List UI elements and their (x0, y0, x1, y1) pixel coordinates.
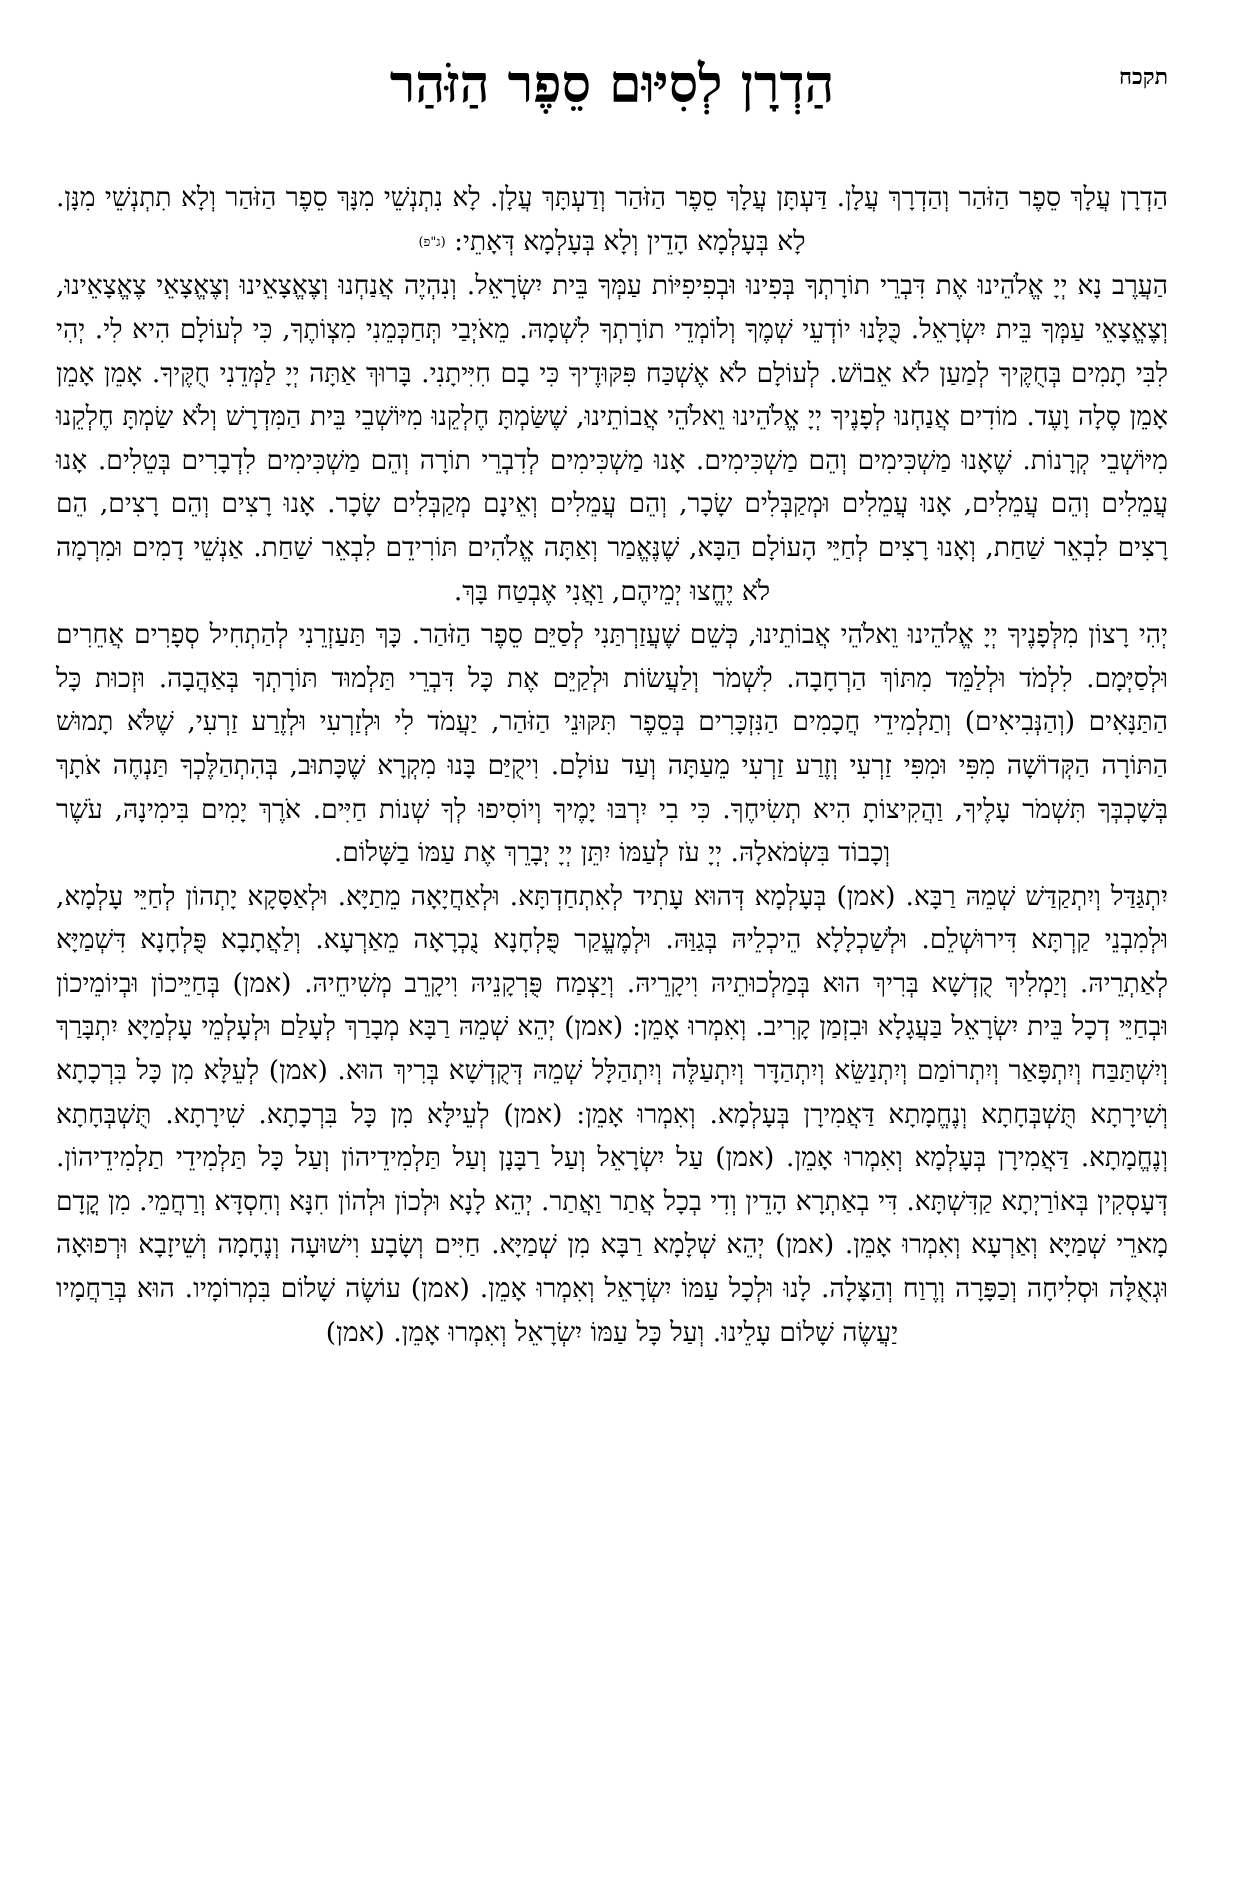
paragraph-kaddish (56, 875, 1168, 1355)
paragraph-text: יִתְגַּדַּל וְיִתְקַדַּשׁ שְׁמֵהּ רַבָּא. (אמן) בְּעָלְמָא דְּהוּא עָתִיד לְאִתְחַדְתָּא. וּלְאַחֲיָאָה מֵתַיָּא. וּלְאַסָּקָא יָתְהוֹן לְחַיֵּי עָלְמָא, וּלְמִבְנֵי קַרְתָּא דִּירוּשְׁלֵם. וּלְשַׁכְלָלָא הֵיכְלֵיהּ בְּגַוַּהּ. וּלְמֶעֱקַר פֻּלְחָנָא נֻכְרָאָה מֵאַרְעָא. וְלַאֲתָבָא פֻּלְחָנָא דִּשְׁמַיָּא לְאַתְרֵיהּ. וְיַמְלִיךְ קֻדְשָׁא בְּרִיךְ הוּא בְּמַלְכוּתֵיהּ וִיקָרֵיהּ. וְיַצְמַח פֻּרְקָנֵיהּ וִיקָרֵב מְשִׁיחֵיהּ. (אמן) בְּחַיֵּיכוֹן וּבְיוֹמֵיכוֹן וּבְחַיֵּי דְכָל בֵּית יִשְׂרָאֵל בַּעֲגָלָא וּבִזְמַן קָרִיב. וְאִמְרוּ אָמֵן: (אמן) יְהֵא שְׁמֵהּ רַבָּא מְבָרַךְ לְעָלַם וּלְעָלְמֵי עָלְמַיָּא יִתְבָּרַךְ וְיִשְׁתַּבַּח וְיִתְפָּאַר וְיִתְרוֹמַם וְיִתְנַשֵּׂא וְיִתְהַדָּר וְיִתְעַלֶּה וְיִתְהַלָּל שְׁמֵהּ דְּקֻדְשָׁא בְּרִיךְ הוּא. (אמן) לְעֵלָּא מִן כָּל בִּרְכָתָא וְשִׁירָתָא תֻּשְׁבְּחָתָא וְנֶחֱמָתָא דַּאֲמִירָן בְּעָלְמָא. וְאִמְרוּ אָמֵן: (אמן) לְעֵילָּא מִן כָּל בִּרְכָתָא. שִׁירָתָא. תֻּשְׁבְּחָתָא וְנֶחֱמָתָא. דַּאֲמִירָן בְּעָלְמָא וְאִמְרוּ אָמֵן. (אמן) עַל יִשְׂרָאֵל וְעַל רַבָּנָן וְעַל תַּלְמִידֵיהוֹן וְעַל כָּל תַּלְמִידֵי תַלְמִידֵיהוֹן. דְּעָסְקִין בְּאוֹרַיְתָא קַדִּשְׁתָּא. דִּי בְאַתְרָא הָדֵין וְדִי בְכָל אֲתַר וַאֲתַר. יְהֵא לָנָא וּלְכוֹן וּלְהוֹן חִנָּא וְחִסְדָּא וְרַחֲמֵי. מִן קֳדָם מָארֵי שְׁמַיָּא וְאַרְעָא וְאִמְרוּ אָמֵן. (אמן) יְהֵא שְׁלָמָא רַבָּא מִן שְׁמַיָּא. חַיִּים וְשָׂבָע וִישׁוּעָה וְנֶחָמָה וְשֵׁיזָבָא וּרְפוּאָה וּגְאֻלָּה וּסְלִיחָה וְכַפָּרָה וְרֶוַח וְהַצָּלָה. לָנוּ וּלְכָל עַמּוֹ יִשְׂרָאֵל וְאִמְרוּ אָמֵן. (אמן) עוֹשֶׂה שָׁלוֹם בִּמְרוֹמָיו. הוּא בְּרַחֲמָיו יַעֲשֶׂה שָׁלוֹם עָלֵינוּ. וְעַל כָּל עַמּוֹ יִשְׂרָאֵל וְאִמְרוּ אָמֵן. (אמן) (56, 880, 1168, 1348)
paragraph-text: הַעֲרֶב נָא יְיָ אֱלֹהֵינוּ אֶת דִּבְרֵי תוֹרָתְךָ בְּפִינוּ וּבְפִיפִיּוֹת עַמְּךָ בֵּית יִשְׂרָאֵל. וְנִהְיֶה אֲנַחְנוּ וְצֶאֱצָאֵינוּ וְצֶאֱצָאֵי צֶאֱצָאֵינוּ, וְצֶאֱצָאֵי עַמְּךָ בֵּית יִשְׂרָאֵל. כֻּלָּנוּ יוֹדְעֵי שְׁמֶךָ וְלוֹמְדֵי תוֹרָתְךָ לִשְׁמָהּ. מֵאֹיְבַי תְּחַכְּמֵנִי מִצְוֹתֶךָ, כִּי לְעוֹלָם הִיא לִי. יְהִי לִבִּי תָמִים בְּחֻקֶּיךָ לְמַעַן לֹא אֵבוֹשׁ. לְעוֹלָם לֹא אֶשְׁכַּח פִּקּוּדֶיךָ כִּי בָם חִיִּיתָנִי. בָּרוּךְ אַתָּה יְיָ לַמְּדֵנִי חֻקֶּיךָ. אָמֵן אָמֵן אָמֵן סֶלָה וָעֶד. מוֹדִים אֲנַחְנוּ לְפָנֶיךָ יְיָ אֱלֹהֵינוּ וֵאלֹהֵי אֲבוֹתֵינוּ, שֶׁשַּׂמְתָּ חֶלְקֵנוּ מִיּוֹשְׁבֵי בֵּית הַמִּדְרָשׁ וְלֹא שַׂמְתָּ חֶלְקֵנוּ מִיּוֹשְׁבֵי קְרָנוֹת. שֶׁאָנוּ מַשְׁכִּימִים וְהֵם מַשְׁכִּימִים. אָנוּ מַשְׁכִּימִים לְדִבְרֵי תוֹרָה וְהֵם מַשְׁכִּימִים לִדְבָרִים בְּטֵלִים. אָנוּ עֲמֵלִים וְהֵם עֲמֵלִים, אָנוּ עֲמֵלִים וּמְקַבְּלִים שָׂכָר, וְהֵם עֲמֵלִים וְאֵינָם מְקַבְּלִים שָׂכָר. אָנוּ רָצִים וְהֵם רָצִים, הֵם רָצִים לִבְאֵר שַׁחַת, וְאָנוּ רָצִים לְחַיֵּי הָעוֹלָם הַבָּא, שֶׁנֶּאֱמַר וְאַתָּה אֱלֹהִים תּוֹרִידֵם לִבְאֵר שַׁחַת. אַנְשֵׁי דָמִים וּמִרְמָה לֹא יֶחֱצוּ יְמֵיהֶם, וַאֲנִי אֶבְטַח בָּךְ. (56, 270, 1168, 607)
page-title: הַדְרָן לְסִיּוּם סֵפֶר הַזֹּהַר (389, 54, 835, 115)
paragraph-text: יְהִי רָצוֹן מִלְּפָנֶיךָ יְיָ אֱלֹהֵינוּ וֵאלֹהֵי אֲבוֹתֵינוּ, כְּשֵׁם שֶׁעֲזַרְתַּנִי לְסַיֵּם סֵפֶר הַזֹּהַר. כָּךְ תַּעַזְרֵנִי לְהַתְחִיל סְפָרִים אֲחֵרִים וּלְסַיְּמָם. לִלְמֹד וּלְלַמֵּד מִתּוֹךְ הַרְחָבָה. לִשְׁמֹר וְלַעֲשׂוֹת וּלְקַיֵּם אֶת כָּל דִּבְרֵי תַּלְמוּד תּוֹרָתְךָ בְּאַהֲבָה. וּזְכוּת כָּל הַתַּנָּאִים (וְהַנְּבִיאִים) וְתַלְמִידֵי חֲכָמִים הַנִּזְכָּרִים בְּסֵפֶר תִּקּוּנֵי הַזֹּהַר, יַעֲמֹד לִי וּלְזַרְעִי וּלְזֶרַע זַרְעִי, שֶׁלֹּא תָמוּשׁ הַתּוֹרָה הַקְּדוֹשָׁה מִפִּי וּמִפִּי זַרְעִי וְזֶרַע זַרְעִי מֵעַתָּה וְעַד עוֹלָם. וִיקֻיַּם בָּנוּ מִקְרָא שֶׁכָּתוּב, בְּהִתְהַלֶּכְךָ תַּנְחֶה אֹתָךְ בְּשָׁכְבְּךָ תִּשְׁמֹר עָלֶיךָ, וַהֲקִיצוֹתָ הִיא תְשִׂיחֶךָ. כִּי בִי יִרְבּוּ יָמֶיךָ וְיוֹסִיפוּ לְךָ שְׁנוֹת חַיִּים. אֹרֶךְ יָמִים בִּימִינָהּ, עֹשֶׁר וְכָבוֹד בִּשְׂמֹאלָהּ. יְיָ עֹז לְעַמּוֹ יִתֵּן יְיָ יְבָרֵךְ אֶת עַמּוֹ בַשָּׁלוֹם. (56, 619, 1168, 869)
paragraph-text: הַדְרָן עֲלָךְ סֵפֶר הַזֹּהַר וְהַדְרָךְ עֲלָן. דַּעְתָּן עֲלָךְ סֵפֶר הַזֹּהַר וְדַעְתָּךְ עֲלָן. לָא נִתְנְשֵׁי מִנָּךְ סֵפֶר הַזֹּהַר וְלָא תִתְנְשֵׁי מִנָּן. לָא בְּעָלְמָא הָדֵין וְלָא בְּעָלְמָא דְּאָתֵי: (56, 182, 1168, 257)
document-page (56, 40, 1168, 1354)
page-number: תקכח (1119, 64, 1168, 90)
paragraph-note: (ג"פ) (418, 234, 446, 250)
page-header (56, 40, 1168, 136)
document-body (56, 176, 1168, 1354)
paragraph-haarev-na (56, 264, 1168, 613)
paragraph-hadran (56, 176, 1168, 264)
paragraph-yehi-ratzon (56, 613, 1168, 875)
